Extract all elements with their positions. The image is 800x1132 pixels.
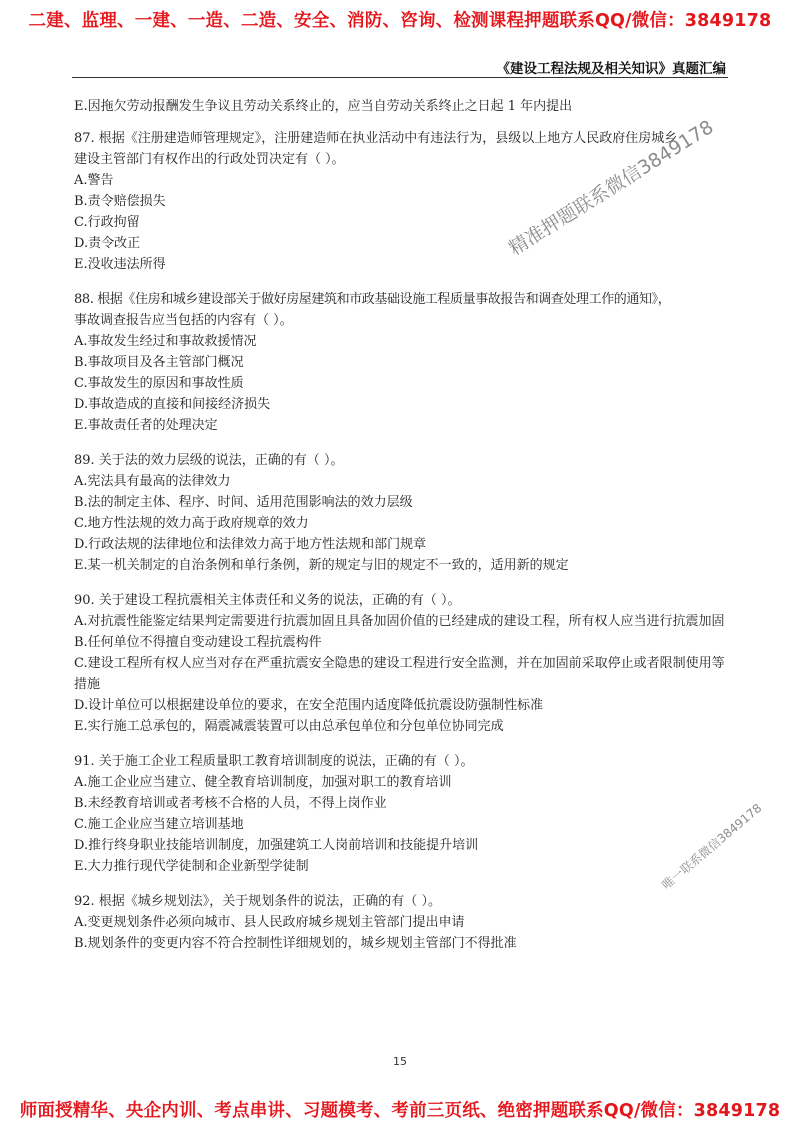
option: D.行政法规的法律地位和法律效力高于地方性法规和部门规章 (74, 537, 427, 552)
header-divider (72, 77, 728, 78)
option: A.对抗震性能鉴定结果判定需要进行抗震加固且具备加固价值的已经建成的建设工程，所有权人应当进行抗震加固 (74, 614, 725, 629)
option: A.事故发生经过和事故救援情况 (74, 334, 257, 349)
question-88 (74, 289, 730, 436)
bottom-banner: 师面授精华、央企内训、考点串讲、习题模考、考前三页纸、绝密押题联系QQ/微信：3849178 (19, 1101, 781, 1121)
option: E.实行施工总承包的，隔震减震装置可以由总承包单位和分包单位协同完成 (74, 719, 504, 734)
option: E.没收违法所得 (74, 257, 166, 272)
question-stem: 建设主管部门有权作出的行政处罚决定有（ ）。 (74, 152, 345, 167)
watermark: 精准押题联系微信3849178 (505, 116, 718, 261)
option: D.设计单位可以根据建设单位的要求，在安全范围内适度降低抗震设防强制性标准 (74, 698, 544, 713)
option: B.事故项目及各主管部门概况 (74, 355, 244, 370)
question-91 (74, 751, 730, 877)
question-90 (74, 590, 730, 737)
question-87 (74, 128, 730, 275)
option: E.某一机关制定的自治条例和单行条例，新的规定与旧的规定不一致的，适用新的规定 (74, 558, 569, 573)
question-stem: 91. 关于施工企业工程质量职工教育培训制度的说法，正确的有（ ）。 (74, 754, 474, 769)
page-number: 15 (393, 1055, 407, 1068)
option: A.宪法具有最高的法律效力 (74, 474, 231, 489)
option: C.行政拘留 (74, 215, 140, 230)
option: A.施工企业应当建立、健全教育培训制度，加强对职工的教育培训 (74, 775, 452, 790)
option: A.变更规划条件必须向城市、县人民政府城乡规划主管部门提出申请 (74, 915, 465, 930)
option: A.警告 (74, 173, 114, 188)
option: C.地方性法规的效力高于政府规章的效力 (74, 516, 309, 531)
option: C.建设工程所有权人应当对存在严重抗震安全隐患的建设工程进行安全监测，并在加固前采取停止或者限制使用等措施 (74, 656, 725, 692)
top-banner: 二建、监理、一建、一造、二造、安全、消防、咨询、检测课程押题联系QQ/微信：3849178 (28, 11, 772, 31)
question-92 (74, 891, 730, 954)
carry-over-option: E.因拖欠劳动报酬发生争议且劳动关系终止的，应当自劳动关系终止之日起 1 年内提出 (74, 99, 573, 114)
page-content (74, 96, 730, 954)
option: B.任何单位不得擅自变动建设工程抗震构件 (74, 635, 322, 650)
option: B.规划条件的变更内容不符合控制性详细规划的，城乡规划主管部门不得批准 (74, 936, 517, 951)
option: E.大力推行现代学徒制和企业新型学徒制 (74, 859, 309, 874)
question-stem: 事故调查报告应当包括的内容有（ ）。 (74, 313, 293, 328)
question-89 (74, 450, 730, 576)
question-stem: 92. 根据《城乡规划法》，关于规划条件的说法，正确的有（ ）。 (74, 894, 441, 909)
option: B.责令赔偿损失 (74, 194, 166, 209)
option: D.推行终身职业技能培训制度，加强建筑工人岗前培训和技能提升培训 (74, 838, 479, 853)
option: C.施工企业应当建立培训基地 (74, 817, 244, 832)
question-stem: 87. 根据《注册建造师管理规定》，注册建造师在执业活动中有违法行为，县级以上地方人民政府住房城乡 (74, 131, 678, 146)
option: D.责令改正 (74, 236, 141, 251)
option: B.法的制定主体、程序、时间、适用范围影响法的效力层级 (74, 495, 413, 510)
question-stem: 90. 关于建设工程抗震相关主体责任和义务的说法，正确的有（ ）。 (74, 593, 461, 608)
question-stem: 89. 关于法的效力层级的说法，正确的有（ ）。 (74, 453, 344, 468)
question-stem: 88. 根据《住房和城乡建设部关于做好房屋建筑和市政基础设施工程质量事故报告和调查处理工作的通知》， (74, 292, 671, 307)
option: E.事故责任者的处理决定 (74, 418, 218, 433)
option: D.事故造成的直接和间接经济损失 (74, 397, 271, 412)
watermark: 唯一联系微信3849178 (659, 800, 765, 893)
option: B.未经教育培训或者考核不合格的人员，不得上岗作业 (74, 796, 387, 811)
header-title: 《建设工程法规及相关知识》真题汇编 (496, 61, 726, 77)
option: C.事故发生的原因和事故性质 (74, 376, 244, 391)
